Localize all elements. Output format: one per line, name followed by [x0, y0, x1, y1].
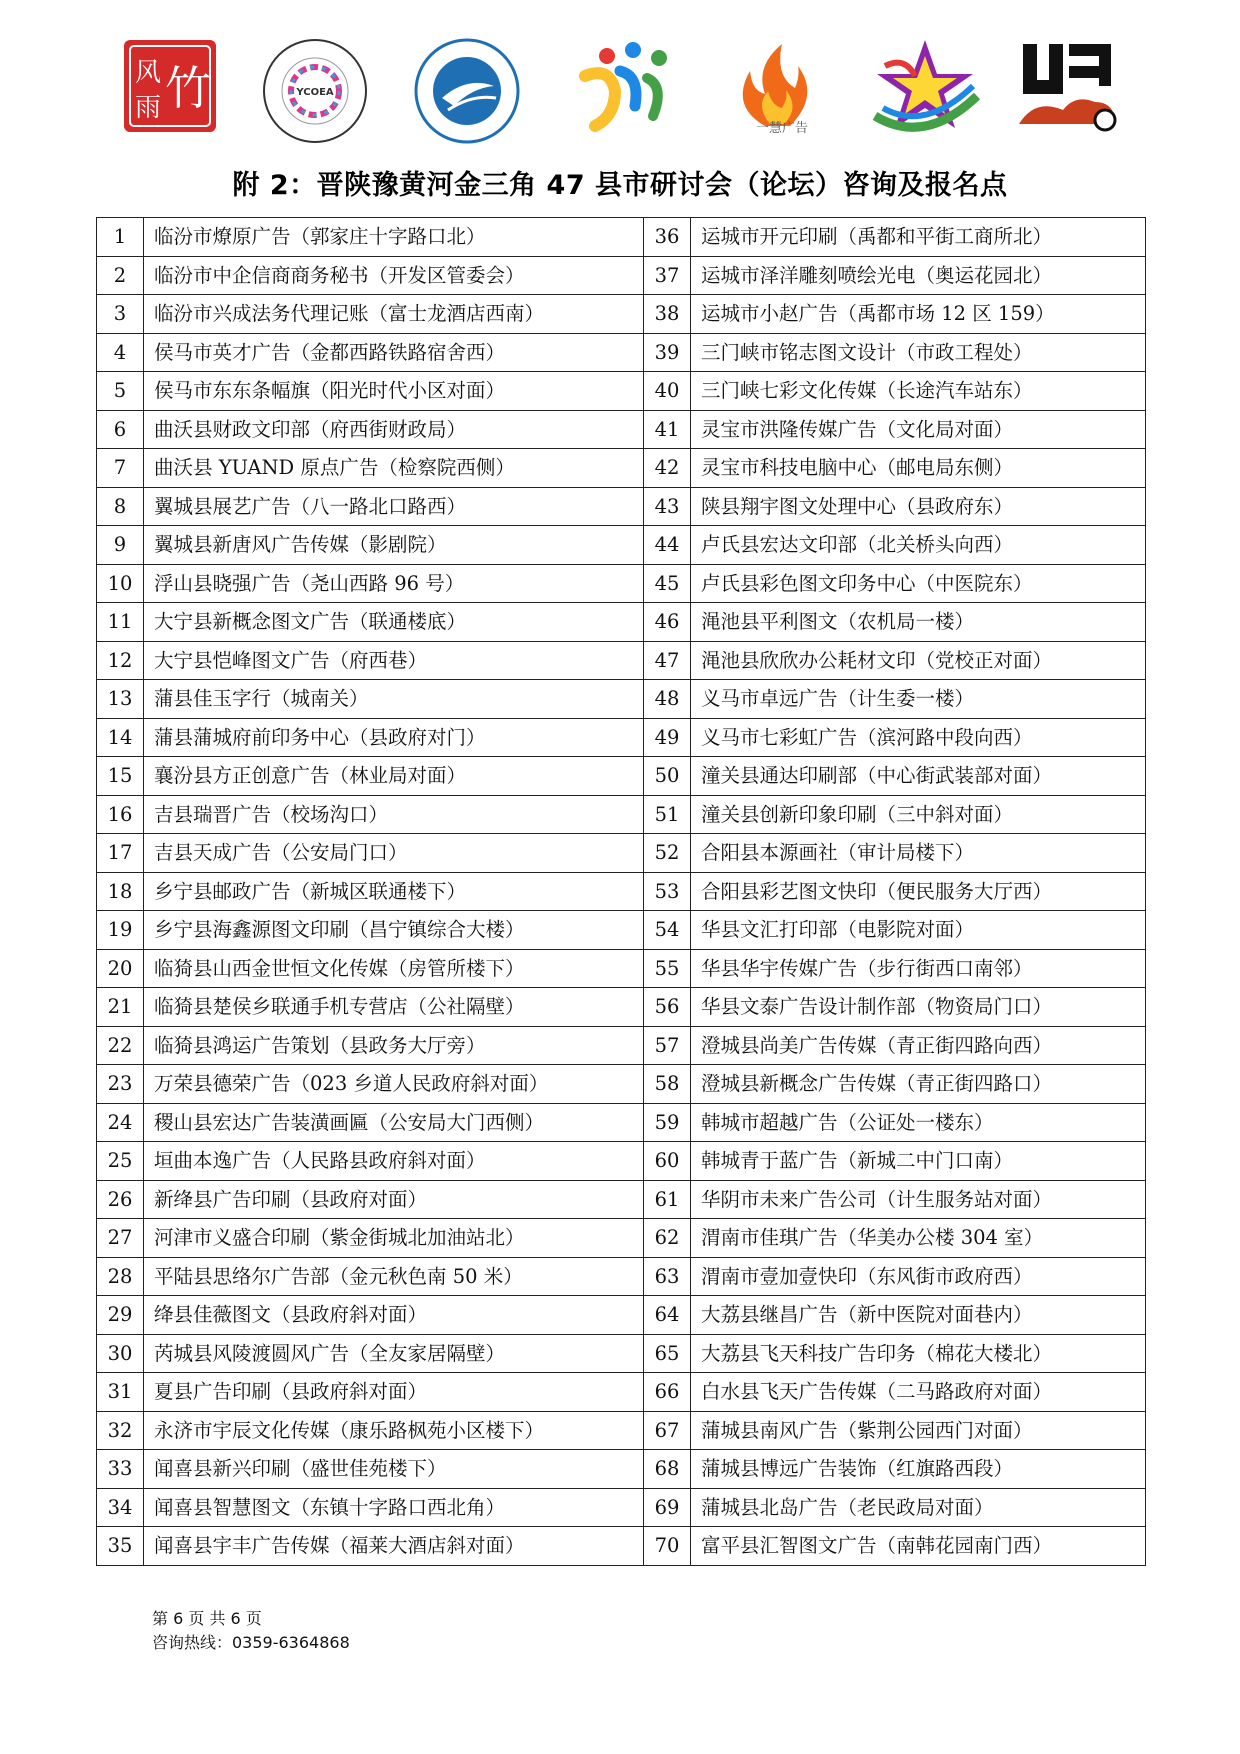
entry-number: 53 [644, 872, 691, 911]
entry-name: 临汾市燎原广告（郭家庄十字路口北） [144, 218, 644, 257]
entry-number: 44 [644, 526, 691, 565]
table-row [97, 410, 1146, 449]
page-title: 附 2：晋陕豫黄河金三角 47 县市研讨会（论坛）咨询及报名点 [232, 170, 1008, 201]
entry-number: 33 [97, 1450, 144, 1489]
entry-name: 永济市宇辰文化传媒（康乐路枫苑小区楼下） [144, 1411, 644, 1450]
entry-number: 38 [644, 295, 691, 334]
entry-name: 义马市七彩虹广告（滨河路中段向西） [691, 718, 1146, 757]
entry-name: 华县华宇传媒广告（步行街西口南邻） [691, 949, 1146, 988]
entry-number: 49 [644, 718, 691, 757]
entry-name: 临猗县山西金世恒文化传媒（房管所楼下） [144, 949, 644, 988]
yihui-flame-logo-icon [720, 36, 830, 136]
svg-text:竹: 竹 [165, 61, 211, 115]
entry-number: 11 [97, 603, 144, 642]
entry-number: 55 [644, 949, 691, 988]
entry-number: 35 [97, 1527, 144, 1566]
entry-number: 18 [97, 872, 144, 911]
entry-name: 灵宝市洪隆传媒广告（文化局对面） [691, 410, 1146, 449]
table-row [97, 1142, 1146, 1181]
entry-number: 25 [97, 1142, 144, 1181]
entry-number: 40 [644, 372, 691, 411]
entry-name: 稷山县宏达广告装潢画匾（公安局大门西侧） [144, 1103, 644, 1142]
entry-name: 合阳县彩艺图文快印（便民服务大厅西） [691, 872, 1146, 911]
entry-name: 白水县飞天广告传媒（二马路政府对面） [691, 1373, 1146, 1412]
entry-number: 31 [97, 1373, 144, 1412]
entry-number: 10 [97, 564, 144, 603]
ycoea-circle-logo-icon [260, 36, 370, 146]
entry-name: 三门峡市铭志图文设计（市政工程处） [691, 333, 1146, 372]
entry-name: 临汾市中企信商商务秘书（开发区管委会） [144, 256, 644, 295]
table-row [97, 487, 1146, 526]
table-row [97, 1411, 1146, 1450]
table-row [97, 333, 1146, 372]
entry-name: 垣曲本逸广告（人民路县政府斜对面） [144, 1142, 644, 1181]
entry-name: 运城市开元印刷（禹都和平街工商所北） [691, 218, 1146, 257]
entry-name: 合阳县本源画社（审计局楼下） [691, 834, 1146, 873]
table-row [97, 1488, 1146, 1527]
entry-number: 50 [644, 757, 691, 796]
entry-number: 32 [97, 1411, 144, 1450]
table-row [97, 1296, 1146, 1335]
entry-number: 66 [644, 1373, 691, 1412]
table-row [97, 795, 1146, 834]
entry-name: 渭南市佳琪广告（华美办公楼 304 室） [691, 1219, 1146, 1258]
entry-name: 闻喜县新兴印刷（盛世佳苑楼下） [144, 1450, 644, 1489]
entry-name: 曲沃县财政文印部（府西街财政局） [144, 410, 644, 449]
entry-name: 翼城县展艺广告（八一路北口路西） [144, 487, 644, 526]
svg-text:风: 风 [134, 58, 162, 88]
table-row [97, 295, 1146, 334]
entry-number: 48 [644, 680, 691, 719]
entry-number: 14 [97, 718, 144, 757]
entry-number: 43 [644, 487, 691, 526]
entry-number: 41 [644, 410, 691, 449]
table-row [97, 526, 1146, 565]
entry-name: 大宁县恺峰图文广告（府西巷） [144, 641, 644, 680]
entry-number: 29 [97, 1296, 144, 1335]
entry-number: 13 [97, 680, 144, 719]
rainbow-star-logo-icon [865, 36, 985, 141]
table-row [97, 911, 1146, 950]
table-row [97, 641, 1146, 680]
entry-number: 60 [644, 1142, 691, 1181]
entry-number: 22 [97, 1026, 144, 1065]
table-row [97, 603, 1146, 642]
entry-number: 30 [97, 1334, 144, 1373]
entry-name: 卢氏县宏达文印部（北关桥头向西） [691, 526, 1146, 565]
table-row [97, 1257, 1146, 1296]
entry-number: 63 [644, 1257, 691, 1296]
table-row [97, 1026, 1146, 1065]
entry-number: 61 [644, 1180, 691, 1219]
entry-number: 7 [97, 449, 144, 488]
entry-name: 澄城县尚美广告传媒（青正街四路向西） [691, 1026, 1146, 1065]
entry-number: 54 [644, 911, 691, 950]
entry-name: 渑池县欣欣办公耗材文印（党校正对面） [691, 641, 1146, 680]
entry-name: 闻喜县智慧图文（东镇十字路口西北角） [144, 1488, 644, 1527]
black-red-glyph-logo-icon [1015, 36, 1120, 136]
table-row [97, 256, 1146, 295]
entry-name: 华县文泰广告设计制作部（物资局门口） [691, 988, 1146, 1027]
entry-name: 平陆县思络尔广告部（金元秋色南 50 米） [144, 1257, 644, 1296]
entry-number: 46 [644, 603, 691, 642]
entry-number: 70 [644, 1527, 691, 1566]
entry-number: 34 [97, 1488, 144, 1527]
colorful-figures-logo-icon [575, 36, 675, 136]
entry-name: 曲沃县 YUAND 原点广告（检察院西侧） [144, 449, 644, 488]
entry-number: 56 [644, 988, 691, 1027]
entry-number: 67 [644, 1411, 691, 1450]
entry-name: 新绛县广告印刷（县政府对面） [144, 1180, 644, 1219]
entry-name: 河津市义盛合印刷（紫金街城北加油站北） [144, 1219, 644, 1258]
svg-text:YCOEA: YCOEA [296, 87, 334, 98]
entry-name: 陕县翔宇图文处理中心（县政府东） [691, 487, 1146, 526]
footer [152, 1607, 350, 1655]
entry-name: 运城市小赵广告（禹都市场 12 区 159） [691, 295, 1146, 334]
entry-number: 2 [97, 256, 144, 295]
entry-number: 28 [97, 1257, 144, 1296]
entry-number: 3 [97, 295, 144, 334]
entry-name: 灵宝市科技电脑中心（邮电局东侧） [691, 449, 1146, 488]
logo-strip [120, 36, 1130, 156]
entry-number: 42 [644, 449, 691, 488]
table-row [97, 1103, 1146, 1142]
entry-number: 51 [644, 795, 691, 834]
entry-number: 21 [97, 988, 144, 1027]
entry-name: 华阴市未来广告公司（计生服务站对面） [691, 1180, 1146, 1219]
fengyu-zhu-seal-icon [120, 36, 220, 136]
entry-name: 临猗县鸿运广告策划（县政务大厅旁） [144, 1026, 644, 1065]
entry-number: 8 [97, 487, 144, 526]
entry-number: 36 [644, 218, 691, 257]
entry-number: 17 [97, 834, 144, 873]
entry-number: 23 [97, 1065, 144, 1104]
entry-number: 9 [97, 526, 144, 565]
entry-name: 侯马市英才广告（金都西路铁路宿舍西） [144, 333, 644, 372]
entry-name: 富平县汇智图文广告（南韩花园南门西） [691, 1527, 1146, 1566]
svg-text:雨: 雨 [134, 93, 162, 123]
entry-number: 1 [97, 218, 144, 257]
table-row [97, 988, 1146, 1027]
entry-number: 4 [97, 333, 144, 372]
entry-name: 万荣县德荣广告（023 乡道人民政府斜对面） [144, 1065, 644, 1104]
entry-number: 5 [97, 372, 144, 411]
entry-number: 69 [644, 1488, 691, 1527]
table-row [97, 1373, 1146, 1412]
table-row [97, 680, 1146, 719]
entry-number: 52 [644, 834, 691, 873]
hotline: 咨询热线：0359-6364868 [152, 1633, 350, 1652]
table-row [97, 1527, 1146, 1566]
entry-name: 临猗县楚侯乡联通手机专营店（公社隔壁） [144, 988, 644, 1027]
entry-number: 58 [644, 1065, 691, 1104]
table-row [97, 1219, 1146, 1258]
entry-number: 64 [644, 1296, 691, 1335]
table-row [97, 949, 1146, 988]
entry-name: 韩城青于蓝广告（新城二中门口南） [691, 1142, 1146, 1181]
entry-name: 芮城县风陵渡圆风广告（全友家居隔壁） [144, 1334, 644, 1373]
entry-name: 吉县瑞晋广告（校场沟口） [144, 795, 644, 834]
entry-number: 16 [97, 795, 144, 834]
entry-number: 45 [644, 564, 691, 603]
entry-name: 蒲城县南风广告（紫荆公园西门对面） [691, 1411, 1146, 1450]
entry-name: 翼城县新唐风广告传媒（影剧院） [144, 526, 644, 565]
entry-name: 蒲县佳玉字行（城南关） [144, 680, 644, 719]
entry-name: 三门峡七彩文化传媒（长途汽车站东） [691, 372, 1146, 411]
entry-number: 19 [97, 911, 144, 950]
entry-name: 卢氏县彩色图文印务中心（中医院东） [691, 564, 1146, 603]
entry-name: 绛县佳薇图文（县政府斜对面） [144, 1296, 644, 1335]
entry-name: 运城市泽洋雕刻喷绘光电（奥运花园北） [691, 256, 1146, 295]
svg-text:一慧广告: 一慧广告 [755, 121, 809, 136]
entry-name: 临汾市兴成法务代理记账（富士龙酒店西南） [144, 295, 644, 334]
polytechnic-college-logo-icon [412, 36, 522, 146]
entry-name: 渭南市壹加壹快印（东风街市政府西） [691, 1257, 1146, 1296]
entry-number: 62 [644, 1219, 691, 1258]
table-row [97, 1450, 1146, 1489]
entry-number: 68 [644, 1450, 691, 1489]
entry-name: 渑池县平利图文（农机局一楼） [691, 603, 1146, 642]
entry-name: 乡宁县邮政广告（新城区联通楼下） [144, 872, 644, 911]
entry-number: 26 [97, 1180, 144, 1219]
table-row [97, 718, 1146, 757]
entry-number: 27 [97, 1219, 144, 1258]
table-row [97, 564, 1146, 603]
table-row [97, 1334, 1146, 1373]
entry-name: 夏县广告印刷（县政府斜对面） [144, 1373, 644, 1412]
entry-name: 大荔县飞天科技广告印务（棉花大楼北） [691, 1334, 1146, 1373]
entry-name: 吉县天成广告（公安局门口） [144, 834, 644, 873]
table-row [97, 449, 1146, 488]
table-row [97, 1065, 1146, 1104]
entry-name: 潼关县通达印刷部（中心街武装部对面） [691, 757, 1146, 796]
table-row [97, 834, 1146, 873]
table-row [97, 372, 1146, 411]
entry-number: 12 [97, 641, 144, 680]
entry-name: 蒲城县博远广告装饰（红旗路西段） [691, 1450, 1146, 1489]
entry-number: 6 [97, 410, 144, 449]
entry-name: 义马市卓远广告（计生委一楼） [691, 680, 1146, 719]
table-row [97, 872, 1146, 911]
page-info: 第 6 页 共 6 页 [152, 1609, 262, 1628]
entry-number: 39 [644, 333, 691, 372]
entry-name: 大宁县新概念图文广告（联通楼底） [144, 603, 644, 642]
entry-name: 乡宁县海鑫源图文印刷（昌宁镇综合大楼） [144, 911, 644, 950]
registration-sites-table [96, 217, 1146, 1566]
entry-name: 华县文汇打印部（电影院对面） [691, 911, 1146, 950]
table-row [97, 757, 1146, 796]
table-row [97, 218, 1146, 257]
entry-name: 襄汾县方正创意广告（林业局对面） [144, 757, 644, 796]
table-row [97, 1180, 1146, 1219]
table-body [97, 218, 1146, 1566]
entry-name: 侯马市东东条幅旗（阳光时代小区对面） [144, 372, 644, 411]
entry-number: 15 [97, 757, 144, 796]
entry-name: 韩城市超越广告（公证处一楼东） [691, 1103, 1146, 1142]
entry-number: 59 [644, 1103, 691, 1142]
entry-name: 浮山县晓强广告（尧山西路 96 号） [144, 564, 644, 603]
entry-number: 20 [97, 949, 144, 988]
entry-name: 潼关县创新印象印刷（三中斜对面） [691, 795, 1146, 834]
entry-number: 47 [644, 641, 691, 680]
entry-name: 蒲县蒲城府前印务中心（县政府对门） [144, 718, 644, 757]
entry-name: 蒲城县北岛广告（老民政局对面） [691, 1488, 1146, 1527]
entry-number: 57 [644, 1026, 691, 1065]
entry-name: 大荔县继昌广告（新中医院对面巷内） [691, 1296, 1146, 1335]
entry-name: 闻喜县宇丰广告传媒（福莱大酒店斜对面） [144, 1527, 644, 1566]
entry-number: 65 [644, 1334, 691, 1373]
entry-name: 澄城县新概念广告传媒（青正街四路口） [691, 1065, 1146, 1104]
entry-number: 37 [644, 256, 691, 295]
entry-number: 24 [97, 1103, 144, 1142]
